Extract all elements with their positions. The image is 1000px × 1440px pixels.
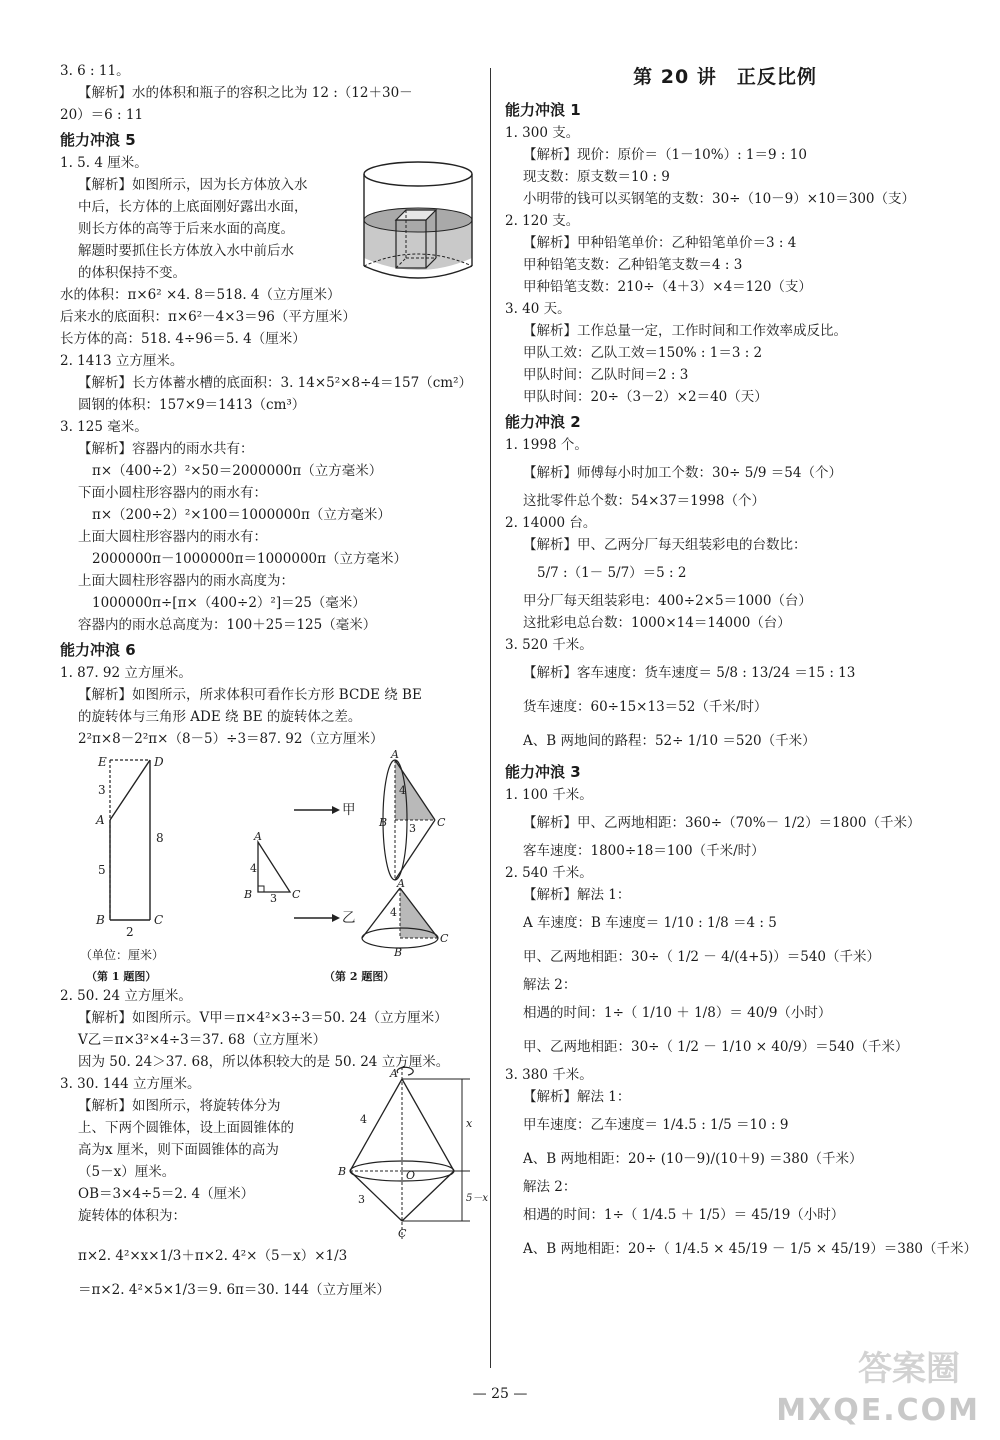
answer-line: 这批彩电总台数：1000×14＝14000（台） — [523, 615, 791, 631]
section-heading: 能力冲浪 2 — [505, 413, 581, 431]
answer-line: 的体积保持不变。 — [78, 265, 186, 281]
answer-line: A、B 两地相距：20÷ (10－9)/(10＋9) ＝380（千米） — [523, 1151, 863, 1167]
answer-line: 1. 1998 个。 — [505, 437, 588, 453]
answer-line: 3. 6 : 11。 — [60, 63, 130, 79]
answer-line: 3. 30. 144 立方厘米。 — [60, 1076, 201, 1092]
answer-line: 1. 5. 4 厘米。 — [60, 155, 148, 171]
answer-line: 2²π×8－2²π×（8－5）÷3＝87. 92（立方厘米） — [78, 731, 384, 747]
q63-block — [60, 1067, 489, 1240]
answer-line: 解法 2： — [523, 1179, 577, 1195]
answer-line: （5－x）厘米。 — [78, 1164, 176, 1180]
answer-line: 相遇的时间：1÷（ 1/10 ＋ 1/8）＝ 40/9（小时） — [523, 1005, 832, 1021]
answer-line: 3. 380 千米。 — [505, 1067, 593, 1083]
svg-text:3: 3 — [409, 822, 416, 835]
svg-text:A: A — [391, 748, 399, 761]
answer-line: 解题时要抓住长方体放入水中前后水 — [78, 243, 294, 259]
answer-line: 货车速度：60÷15×13＝52（千米/时） — [523, 699, 768, 715]
svg-text:B: B — [394, 946, 403, 959]
answer-line: 这批零件总个数：54×37＝1998（个） — [523, 493, 766, 509]
svg-text:4: 4 — [360, 1113, 367, 1126]
answer-line: 旋转体的体积为： — [78, 1208, 186, 1224]
answer-line: 上、下两个圆锥体，设上面圆锥体的 — [78, 1120, 294, 1136]
svg-text:5－x: 5－x — [466, 1193, 489, 1204]
svg-text:B: B — [96, 913, 105, 927]
answer-line: 【解析】客车速度：货车速度＝ 5/8 : 13/24 ＝15 : 13 — [523, 665, 856, 681]
answer-line: 3. 520 千米。 — [505, 637, 593, 653]
answer-line: 2. 50. 24 立方厘米。 — [60, 988, 192, 1004]
svg-text:O: O — [406, 1169, 416, 1182]
right-column — [505, 60, 978, 1266]
section-heading: 能力冲浪 3 — [505, 763, 581, 781]
answer-line: 中后，长方体的上底面刚好露出水面， — [78, 199, 308, 215]
lecture-title: 第 20 讲 正反比例 — [633, 66, 817, 88]
answer-line: A、B 两地间的路程：52÷ 1/10 ＝520（千米） — [523, 733, 816, 749]
answer-line: 【解析】解法 1： — [523, 887, 631, 903]
figure-row — [60, 750, 480, 985]
cylinder-figure — [358, 158, 478, 282]
small-triangle-figure — [240, 830, 310, 905]
arrow-icon — [290, 800, 350, 820]
section-heading: 能力冲浪 1 — [505, 101, 581, 119]
answer-line: π×（400÷2）²×50＝2000000π（立方毫米） — [92, 463, 383, 479]
svg-text:4: 4 — [390, 906, 397, 919]
svg-text:A: A — [254, 830, 262, 843]
svg-text:C: C — [437, 816, 446, 829]
answer-line: 客车速度：1800÷18＝100（千米/时） — [523, 843, 765, 859]
svg-text:D: D — [154, 755, 164, 769]
answer-line: 1. 87. 92 立方厘米。 — [60, 665, 192, 681]
svg-text:2: 2 — [126, 925, 134, 939]
figure-caption: （第 2 题图） — [324, 970, 395, 983]
answer-line: 【解析】甲、乙两地相距：360÷（70%－ 1/2）＝1800（千米） — [523, 815, 921, 831]
svg-text:8: 8 — [156, 831, 164, 845]
answer-line: 上面大圆柱形容器内的雨水高度为： — [78, 573, 294, 589]
answer-line: 2. 120 支。 — [505, 213, 580, 229]
answer-line: 2. 14000 台。 — [505, 515, 597, 531]
answer-line: 上面大圆柱形容器内的雨水有： — [78, 529, 267, 545]
answer-line: 2. 540 千米。 — [505, 865, 593, 881]
q51-block — [60, 174, 480, 284]
svg-text:4: 4 — [399, 784, 406, 797]
svg-text:x: x — [466, 1117, 473, 1130]
answer-line: 后来水的底面积：π×6²－4×3＝96（平方厘米） — [60, 309, 356, 325]
double-cone-figure — [330, 1061, 489, 1241]
svg-text:B: B — [244, 888, 253, 901]
answer-line: 甲队时间：20÷（3－2）×2＝40（天） — [523, 389, 768, 405]
answer-line: 1. 300 支。 — [505, 125, 580, 141]
svg-text:A: A — [390, 1067, 398, 1080]
answer-line: 2000000π－1000000π＝1000000π（立方毫米） — [92, 551, 407, 567]
answer-line: 长方体的高：518. 4÷96＝5. 4（厘米） — [60, 331, 306, 347]
answer-line: A 车速度：B 车速度＝ 1/10 : 1/8 ＝4 : 5 — [523, 915, 777, 931]
answer-line: 水的体积：π×6² ×4. 8＝518. 4（立方厘米） — [60, 287, 341, 303]
answer-line: ＝π×2. 4²×5×1/3＝9. 6π＝30. 144（立方厘米） — [78, 1282, 390, 1298]
cone-figure-jia — [365, 750, 465, 880]
answer-line: 甲队工效：乙队工效＝150% : 1＝3 : 2 — [523, 345, 763, 361]
svg-text:3: 3 — [358, 1193, 365, 1206]
svg-text:A: A — [96, 813, 105, 827]
answer-line: V乙＝π×3²×4÷3＝37. 68（立方厘米） — [78, 1032, 327, 1048]
answer-line: 5/7 :（1－ 5/7）＝5 : 2 — [537, 565, 687, 581]
answer-line: 甲、乙两地相距：30÷（ 1/2 － 1/10 × 40/9）＝540（千米） — [523, 1039, 909, 1055]
answer-line: 相遇的时间：1÷（ 1/4.5 ＋ 1/5）＝ 45/19（小时） — [523, 1207, 845, 1223]
answer-line: 2. 1413 立方厘米。 — [60, 353, 184, 369]
answer-line: 1000000π÷[π×（400÷2）²]＝25（毫米） — [92, 595, 366, 611]
answer-line: 的旋转体与三角形 ADE 绕 BE 的旋转体之差。 — [78, 709, 362, 725]
figure-caption: （第 1 题图） — [86, 970, 157, 983]
answer-line: 甲队时间：乙队时间＝2 : 3 — [523, 367, 689, 383]
answer-line: 【解析】如图所示，将旋转体分为 — [78, 1098, 281, 1114]
svg-text:C: C — [292, 888, 301, 901]
svg-text:4: 4 — [250, 862, 257, 875]
answer-line: 【解析】容器内的雨水共有： — [78, 441, 254, 457]
svg-text:C: C — [440, 932, 449, 945]
answer-line: 高为x 厘米，则下面圆锥体的高为 — [78, 1142, 279, 1158]
svg-text:A: A — [397, 877, 405, 890]
answer-line: 【解析】长方体蓄水槽的底面积：3. 14×5²×8÷4＝157（cm²） — [78, 375, 473, 391]
svg-text:C: C — [398, 1227, 407, 1240]
answer-line: 3. 40 天。 — [505, 301, 571, 317]
answer-line: 【解析】如图所示，所求体积可看作长方形 BCDE 绕 BE — [78, 687, 422, 703]
watermark-logo: 答案圈 — [858, 1349, 960, 1389]
answer-line: 【解析】师傅每小时加工个数：30÷ 5/9 ＝54（个） — [523, 465, 842, 481]
answer-line: 甲分厂每天组装彩电：400÷2×5＝1000（台） — [523, 593, 812, 609]
svg-text:3: 3 — [98, 783, 106, 797]
answer-line: π×（200÷2）²×100＝1000000π（立方毫米） — [92, 507, 391, 523]
cone-figure-yi — [350, 877, 460, 960]
answer-line: 甲车速度：乙车速度＝ 1/4.5 : 1/5 ＝10 : 9 — [523, 1117, 789, 1133]
answer-line: 甲、乙两地相距：30÷（ 1/2 － 4/(4+5)）＝540（千米） — [523, 949, 881, 965]
answer-line: 【解析】甲、乙两分厂每天组装彩电的台数比： — [523, 537, 807, 553]
answer-line: 【解析】现价：原价＝（1－10%）: 1＝9 : 10 — [523, 147, 807, 163]
answer-line: 20）＝6 : 11 — [60, 107, 144, 123]
answer-line: 【解析】水的体积和瓶子的容积之比为 12 :（12＋30－ — [78, 85, 413, 101]
answer-line: 因为 50. 24＞37. 68，所以体积较大的是 50. 24 立方厘米。 — [78, 1054, 450, 1070]
svg-text:3: 3 — [270, 892, 277, 905]
answer-line: 3. 125 毫米。 — [60, 419, 148, 435]
answer-line: 圆钢的体积：157×9＝1413（cm³） — [78, 397, 306, 413]
page-number: — 25 — — [472, 1386, 528, 1402]
answer-line: 1. 100 千米。 — [505, 787, 593, 803]
rectangle-figure — [80, 750, 180, 950]
watermark-url: MXQE.COM — [776, 1393, 980, 1428]
answer-line: A、B 两地相距：20÷（ 1/4.5 × 45/19 － 1/5 × 45/19）＝380（千米） — [523, 1241, 978, 1257]
answer-line: OB＝3×4÷5＝2. 4（厘米） — [78, 1186, 255, 1202]
left-column — [60, 60, 489, 1307]
svg-text:5: 5 — [98, 863, 106, 877]
label-jia: 甲 — [342, 802, 356, 818]
section-heading: 能力冲浪 6 — [60, 641, 136, 659]
svg-text:B: B — [379, 816, 388, 829]
answer-line: π×2. 4²×x×1/3＋π×2. 4²×（5－x）×1/3 — [78, 1248, 348, 1264]
answer-line: 【解析】解法 1： — [523, 1089, 631, 1105]
svg-text:C: C — [154, 913, 164, 927]
svg-text:B: B — [338, 1165, 347, 1178]
answer-line: 【解析】如图所示，因为长方体放入水 — [78, 177, 308, 193]
answer-line: 甲种铅笔支数：210÷（4＋3）×4＝120（支） — [523, 279, 812, 295]
answer-line: 则长方体的高等于后来水面的高度。 — [78, 221, 294, 237]
arrow-icon — [290, 908, 350, 928]
answer-line: 甲种铅笔支数：乙种铅笔支数＝4 : 3 — [523, 257, 743, 273]
answer-line: 下面小圆柱形容器内的雨水有： — [78, 485, 267, 501]
answer-line: 小明带的钱可以买钢笔的支数：30÷（10－9）×10＝300（支） — [523, 191, 916, 207]
column-divider — [490, 68, 491, 1368]
answer-line: 【解析】甲种铅笔单价：乙种铅笔单价＝3 : 4 — [523, 235, 797, 251]
answer-line: 【解析】工作总量一定，工作时间和工作效率成反比。 — [523, 323, 847, 339]
label-yi: 乙 — [342, 910, 356, 926]
answer-line: 【解析】如图所示。V甲＝π×4²×3÷3＝50. 24（立方厘米） — [78, 1010, 448, 1026]
answer-line: 容器内的雨水总高度为：100＋25＝125（毫米） — [78, 617, 377, 633]
section-heading: 能力冲浪 5 — [60, 131, 136, 149]
answer-line: 现支数：原支数＝10 : 9 — [523, 169, 670, 185]
unit-label: （单位：厘米） — [80, 948, 165, 962]
answer-line: 解法 2： — [523, 977, 577, 993]
svg-text:E: E — [98, 755, 107, 769]
